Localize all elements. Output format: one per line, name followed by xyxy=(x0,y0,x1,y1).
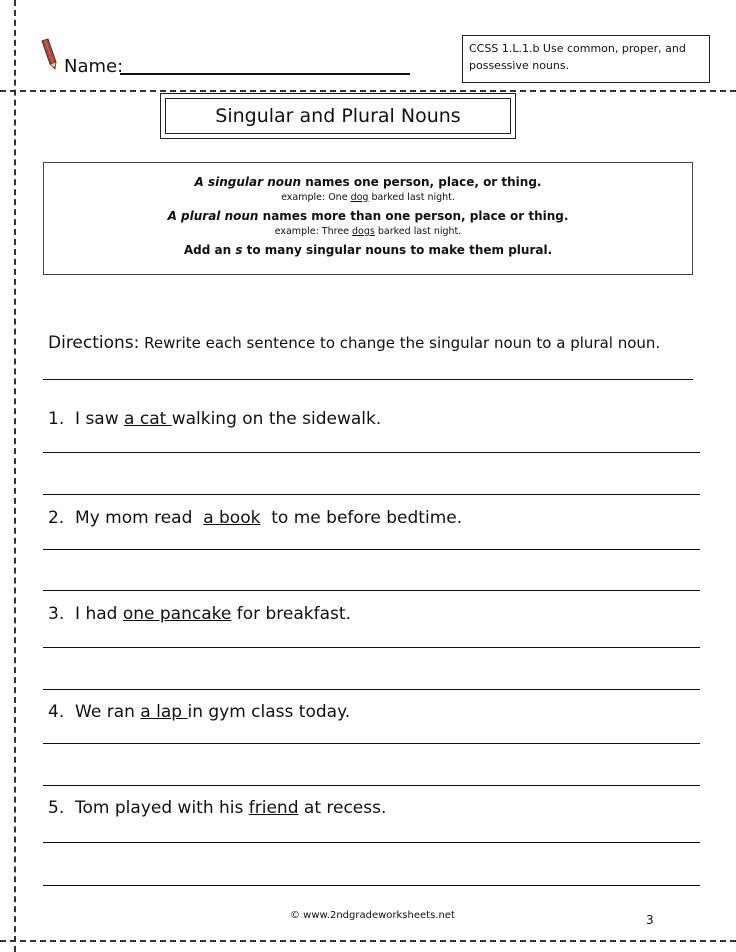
definition-box xyxy=(43,162,693,275)
standard-line-1: CCSS 1.L.1.b Use common, proper, and xyxy=(469,42,686,55)
question-3-noun: one pancake xyxy=(122,604,232,624)
answer-line[interactable] xyxy=(43,785,700,786)
question-5-noun: friend xyxy=(248,798,299,818)
question-2: 2. My mom read a book to me before bedtime. xyxy=(48,508,463,528)
answer-line[interactable] xyxy=(43,743,700,744)
singular-definition: A singular noun names one person, place, or thing. xyxy=(194,175,542,189)
directions-label: Directions: xyxy=(48,333,140,353)
standard-box xyxy=(462,35,710,83)
name-line[interactable] xyxy=(120,73,410,75)
plural-rule: Add an s to many singular nouns to make them plural. xyxy=(183,243,553,257)
plural-definition: A plural noun names more than one person, place or thing. xyxy=(167,209,569,223)
answer-line[interactable] xyxy=(43,842,700,843)
answer-line[interactable] xyxy=(43,689,700,690)
answer-line[interactable] xyxy=(43,452,700,453)
perforation-line-bottom xyxy=(0,940,736,942)
question-4-noun: a lap xyxy=(140,702,188,722)
question-5: 5. Tom played with his friend at recess. xyxy=(48,798,387,818)
footer-copyright: © www.2ndgradeworksheets.net xyxy=(290,910,455,921)
standard-line-2: possessive nouns. xyxy=(469,59,570,72)
perforation-line-vertical xyxy=(14,0,16,952)
question-4: 4. We ran a lap in gym class today. xyxy=(48,702,351,722)
pencil-icon xyxy=(38,38,60,70)
directions xyxy=(48,333,660,353)
question-3: 3. I had one pancake for breakfast. xyxy=(48,604,351,624)
directions-text: Rewrite each sentence to change the singular noun to a plural noun. xyxy=(139,334,661,352)
page-title: Singular and Plural Nouns xyxy=(165,98,511,134)
answer-line[interactable] xyxy=(43,647,700,648)
page-number: 3 xyxy=(646,913,654,927)
answer-line[interactable] xyxy=(43,885,700,886)
title-box xyxy=(160,93,516,139)
name-label: Name: xyxy=(64,56,124,77)
answer-line[interactable] xyxy=(43,549,700,550)
plural-example: example: Three dogs barked last night. xyxy=(274,226,462,237)
answer-line[interactable] xyxy=(43,494,700,495)
answer-line[interactable] xyxy=(43,590,700,591)
question-2-noun: a book xyxy=(203,508,261,528)
perforation-line-top xyxy=(0,90,736,92)
question-1: 1. I saw a cat walking on the sidewalk. xyxy=(48,409,382,429)
directions-rule xyxy=(43,379,693,380)
singular-example: example: One dog barked last night. xyxy=(281,192,455,203)
question-1-noun: a cat xyxy=(124,409,172,429)
